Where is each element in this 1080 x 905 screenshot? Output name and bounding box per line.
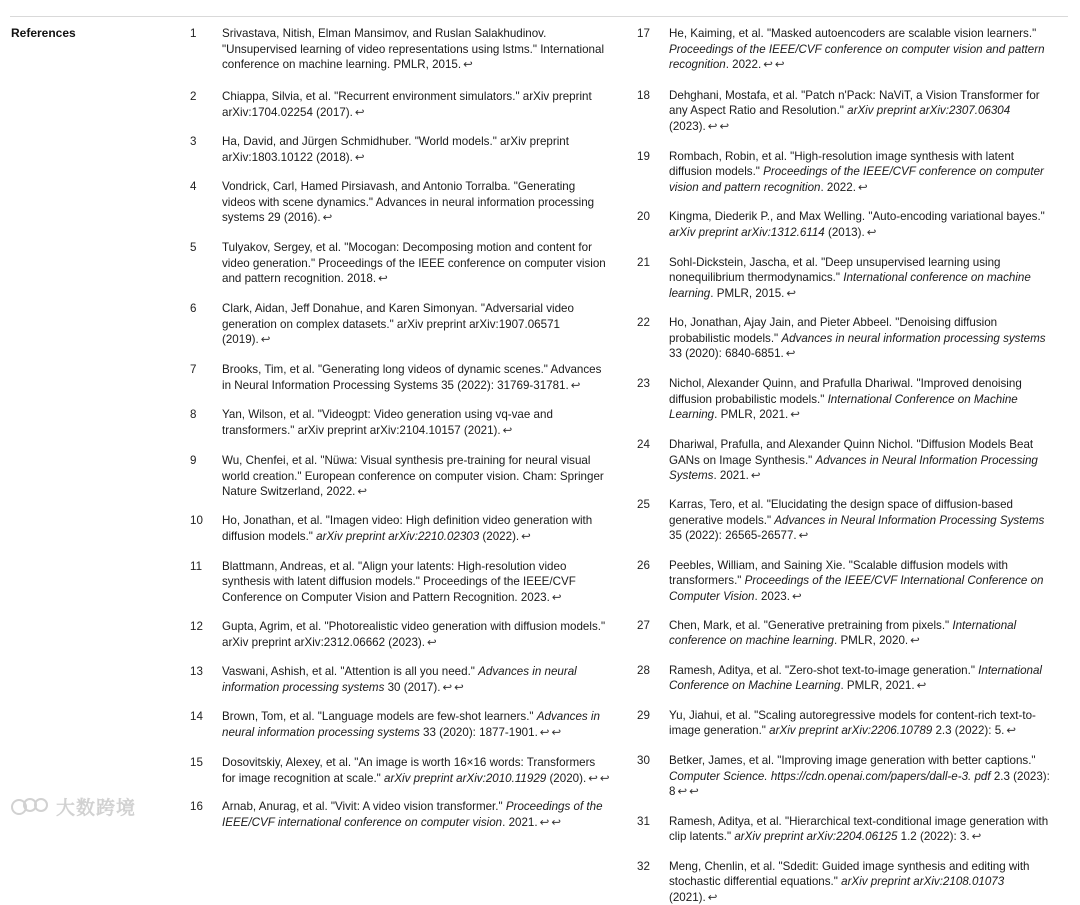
reference-text [222,362,610,393]
reference-venue: arXiv preprint arXiv:2010.11929 [384,771,547,785]
reference-number: 3 [190,135,197,149]
reference-venue: Advances in Neural Information Processing Systems [669,453,1038,483]
reference-segment: (2022). [479,529,520,543]
reference-segment: He, Kaiming, et al. "Masked autoencoders are scalable vision learners." [669,27,1037,40]
watermark [10,793,136,820]
reference-number: 10 [190,514,203,528]
reference-venue: Advances in neural information processing systems [222,710,600,739]
backlink-return-icon[interactable]: ↩ [354,105,365,119]
backlink-return-icon[interactable]: ↩ [539,725,550,739]
reference-venue: Advances in Neural Information Processing Systems [774,513,1045,527]
backlink-return-icon[interactable]: ↩ [570,378,581,392]
watermark-logo-icon [10,796,50,818]
backlink-return-icon[interactable]: ↩ [689,785,699,799]
reference-item [637,149,1055,196]
reference-segment: Srivastava, Nitish, Elman Mansimov, and Ruslan Salakhudinov. "Unsupervised learning of video representations using lstms." International conference on machine learning. PMLR, 2015. [222,27,605,71]
reference-segment: Arnab, Anurag, et al. "Vivit: A video vision transformer." [222,800,506,814]
reference-text [669,376,1055,423]
reference-item [190,407,610,438]
reference-item [190,134,610,165]
reference-item [190,559,610,606]
reference-item [637,315,1055,362]
reference-segment: 2.3 (2022): 5. [932,724,1005,738]
reference-number: 1 [190,27,197,40]
reference-segment: . 2023. [754,589,790,603]
reference-number: 6 [190,302,197,316]
backlink-return-icon[interactable]: ↩ [719,119,730,133]
reference-item [637,376,1055,423]
reference-segment: (2021). [669,890,706,904]
backlink-return-icon[interactable]: ↩ [1006,724,1017,738]
backlink-return-icon[interactable]: ↩ [378,272,388,286]
reference-number: 31 [637,814,650,828]
reference-segment: . 2021. [713,469,749,483]
backlink-return-icon[interactable]: ↩ [463,58,473,71]
reference-segment: 33 (2020): 6840-6851. [669,347,784,361]
reference-item [637,88,1055,135]
reference-number: 30 [637,754,650,768]
reference-segment: 30 (2017). [384,680,441,694]
backlink-return-icon[interactable]: ↩ [707,890,718,904]
reference-number: 28 [637,663,650,677]
backlink-return-icon[interactable]: ↩ [260,333,271,347]
reference-item [190,362,610,393]
reference-segment: Blattmann, Andreas, et al. "Align your latents: High-resolution video synthesis with latent diffusion models." Proceedings of the IEEE/CVF Conference on Computer Vision and Pattern Recognition. 2023. [222,559,576,604]
reference-venue: Advances in neural information processing systems [781,331,1046,345]
backlink-return-icon[interactable]: ↩ [866,225,877,239]
reference-item [637,26,1055,73]
reference-number: 23 [637,377,650,391]
reference-segment: Vaswani, Ashish, et al. "Attention is all you need." [222,665,479,679]
backlink-return-icon[interactable]: ↩ [774,58,785,71]
reference-item [190,301,610,348]
reference-text [222,301,610,348]
reference-item [637,497,1055,544]
reference-segment: 2.3 (2023): 8 [669,769,1050,799]
references-column-right [637,26,1055,905]
reference-number: 25 [637,498,650,512]
backlink-return-icon[interactable]: ↩ [551,815,562,829]
reference-number: 26 [637,558,650,572]
reference-item [190,755,610,786]
reference-text [222,755,610,786]
reference-number: 19 [637,149,650,163]
reference-venue: arXiv preprint arXiv:2108.01073 [841,875,1005,889]
watermark-text: 大数跨境 [56,798,137,819]
reference-item [637,558,1055,605]
reference-venue: International Conference on Machine Learning [669,392,1018,422]
reference-venue: Proceedings of the IEEE/CVF conference on computer vision and pattern recognition [669,42,1045,71]
reference-number: 14 [190,710,203,724]
backlink-return-icon[interactable]: ↩ [910,634,920,648]
reference-text [222,513,610,544]
reference-number: 24 [637,438,650,452]
reference-number: 15 [190,756,203,770]
reference-segment: (2023). [669,119,706,133]
reference-text [222,453,610,500]
reference-text [222,709,610,740]
reference-segment: Clark, Aidan, Jeff Donahue, and Karen Simonyan. "Adversarial video generation on complex datasets." arXiv preprint arXiv:1907.06571 (2019). [222,302,574,347]
reference-text [669,149,1055,196]
reference-segment: Yan, Wilson, et al. "Videogpt: Video generation using vq-vae and transformers." arXiv preprint arXiv:2104.10157 (2021). [222,408,553,437]
backlink-return-icon[interactable]: ↩ [786,286,797,300]
backlink-return-icon[interactable]: ↩ [454,680,464,694]
reference-item [637,814,1055,845]
reference-text [222,89,610,120]
reference-text [222,559,610,606]
reference-segment: Sohl-Dickstein, Jascha, et al. "Deep unsupervised learning using nonequilibrium thermodynamics." [669,255,1001,285]
reference-item [637,663,1055,694]
reference-text [669,618,1055,649]
reference-item [190,89,610,120]
reference-segment: 1.2 (2022): 3. [897,830,970,844]
reference-segment: Betker, James, et al. "Improving image generation with better captions." [669,754,1036,768]
reference-text [222,799,610,830]
reference-text [222,134,610,165]
reference-number: 4 [190,180,197,194]
reference-venue: International Conference on Machine Learning [669,663,1042,693]
reference-segment: . 2021. [502,815,538,829]
backlink-return-icon[interactable]: ↩ [707,119,718,133]
reference-text [222,407,610,438]
reference-venue: Computer Science. https://cdn.openai.com/papers/dall-e-3. pdf [669,769,991,783]
reference-segment: Gupta, Agrim, et al. "Photorealistic video generation with diffusion models." arXiv preprint arXiv:2312.06662 (2023). [222,620,606,649]
reference-venue: arXiv preprint arXiv:2206.10789 [769,724,933,738]
reference-segment: Wu, Chenfei, et al. "Nüwa: Visual synthesis pre-training for neural visual world creation." European conference on computer vision. Cham: Springer Nature Switzerland, 2022. [222,454,604,499]
reference-text [669,437,1055,484]
backlink-return-icon[interactable]: ↩ [677,785,688,799]
reference-segment: Chiappa, Silvia, et al. "Recurrent environment simulators." arXiv preprint arXiv:1704.02254 (2017). [222,90,592,119]
reference-number: 20 [637,210,650,224]
backlink-return-icon[interactable]: ↩ [539,815,550,829]
backlink-return-icon[interactable]: ↩ [322,211,333,225]
reference-number: 32 [637,859,650,873]
backlink-return-icon[interactable]: ↩ [798,529,809,543]
reference-venue: arXiv preprint arXiv:2204.06125 [734,830,898,844]
reference-number: 12 [190,620,203,634]
reference-item [190,179,610,226]
reference-text [222,179,610,226]
reference-number: 21 [637,255,650,269]
reference-segment: Rombach, Robin, et al. "High-resolution image synthesis with latent diffusion models." [669,149,1015,179]
backlink-return-icon[interactable]: ↩ [357,485,368,499]
reference-text [669,255,1055,302]
backlink-return-icon[interactable]: ↩ [599,771,610,785]
backlink-return-icon[interactable]: ↩ [971,830,982,844]
reference-segment: (2020). [546,771,587,785]
reference-venue: Proceedings of the IEEE/CVF international conference on computer vision [222,800,603,829]
backlink-return-icon[interactable]: ↩ [427,635,437,649]
reference-item [637,437,1055,484]
reference-segment: Dhariwal, Prafulla, and Alexander Quinn Nichol. "Diffusion Models Beat GANs on Image Synthesis." [669,438,1034,467]
backlink-return-icon[interactable]: ↩ [857,180,868,194]
reference-segment: . PMLR, 2020. [834,634,909,648]
reference-number: 13 [190,665,203,679]
reference-segment: Chen, Mark, et al. "Generative pretraining from pixels." [669,618,953,632]
reference-item [190,453,610,500]
reference-text [669,708,1055,739]
reference-segment: Ho, Jonathan, Ajay Jain, and Pieter Abbeel. "Denoising diffusion probabilistic models." [669,316,998,345]
reference-venue: Proceedings of the IEEE/CVF conference on computer vision and pattern recognition [669,165,1044,194]
reference-item [637,209,1055,240]
backlink-return-icon[interactable]: ↩ [551,590,562,604]
backlink-return-icon[interactable]: ↩ [916,679,927,693]
reference-venue: International conference on machine learning [669,271,1031,300]
reference-segment: . PMLR, 2021. [714,408,789,422]
reference-segment: Dosovitskiy, Alexey, et al. "An image is worth 16×16 words: Transformers for image recognition at scale." [222,756,596,785]
reference-segment: Dehghani, Mostafa, et al. "Patch n'Pack: NaViT, a Vision Transformer for any Aspect Ratio and Resolution." [669,88,1040,118]
reference-number: 8 [190,408,197,422]
reference-segment: . PMLR, 2021. [840,679,915,693]
reference-text [669,26,1055,73]
top-divider [10,16,1068,17]
reference-segment: 33 (2020): 1877-1901. [419,725,538,739]
reference-item [190,26,610,73]
reference-text [669,753,1055,800]
reference-segment: . 2022. [725,58,762,71]
reference-segment: Peebles, William, and Saining Xie. "Scalable diffusion models with transformers." [669,558,1009,588]
reference-item [637,618,1055,649]
reference-number: 22 [637,316,650,330]
reference-segment: Brown, Tom, et al. "Language models are few-shot learners." [222,710,537,724]
reference-item [637,708,1055,739]
reference-number: 18 [637,88,650,102]
reference-segment: Tulyakov, Sergey, et al. "Mocogan: Decomposing motion and content for video generation." Proceedings of the IEEE conference on computer vision and pattern recognition. 2018. [222,241,606,286]
backlink-return-icon[interactable]: ↩ [354,150,365,164]
reference-text [669,859,1055,905]
reference-segment: . PMLR, 2015. [710,286,785,300]
reference-segment: 35 (2022): 26565-26577. [669,529,797,543]
reference-text [669,88,1055,135]
reference-segment: Kingma, Diederik P., and Max Welling. "Auto-encoding variational bayes." [669,210,1045,224]
reference-item [190,513,610,544]
reference-text [669,497,1055,544]
reference-text [669,663,1055,694]
reference-segment: Meng, Chenlin, et al. "Sdedit: Guided image synthesis and editing with stochastic differential equations." [669,859,1030,889]
reference-segment: Ramesh, Aditya, et al. "Zero-shot text-to-image generation." [669,663,979,677]
reference-number: 16 [190,800,203,814]
reference-number: 2 [190,90,197,104]
reference-text [669,315,1055,362]
backlink-return-icon[interactable]: ↩ [750,469,761,483]
backlink-return-icon[interactable]: ↩ [502,423,513,437]
backlink-return-icon[interactable]: ↩ [790,408,800,422]
reference-segment: Ho, Jonathan, et al. "Imagen video: High definition video generation with diffusion models." [222,514,593,543]
reference-segment: (2013). [824,225,865,239]
reference-text [222,619,610,650]
reference-item [190,664,610,695]
reference-text [669,209,1055,240]
reference-segment: Brooks, Tim, et al. "Generating long videos of dynamic scenes." Advances in Neural Information Processing Systems 35 (2022): 31769-31781. [222,363,602,392]
reference-venue: International conference on machine learning [669,618,1017,648]
section-title: References [11,26,76,40]
reference-text [222,240,610,287]
backlink-return-icon[interactable]: ↩ [521,529,531,543]
reference-segment: Karras, Tero, et al. "Elucidating the design space of diffusion-based generative models." [669,498,1013,527]
reference-number: 29 [637,708,650,722]
reference-segment: Ha, David, and Jürgen Schmidhuber. "World models." arXiv preprint arXiv:1803.10122 (2018). [222,135,569,164]
backlink-return-icon[interactable]: ↩ [551,725,562,739]
reference-item [637,859,1055,905]
reference-item [637,255,1055,302]
references-column-left [190,26,610,830]
reference-venue: arXiv preprint arXiv:2210.02303 [316,529,480,543]
reference-number: 5 [190,241,197,255]
reference-item [190,709,610,740]
reference-segment: Nichol, Alexander Quinn, and Prafulla Dhariwal. "Improved denoising diffusion probabilistic models." [669,377,1022,406]
backlink-return-icon[interactable]: ↩ [785,347,796,361]
reference-number: 27 [637,618,650,632]
backlink-return-icon[interactable]: ↩ [763,58,773,71]
reference-venue: arXiv preprint arXiv:2307.06304 [847,104,1011,118]
reference-venue: Proceedings of the IEEE/CVF International Conference on Computer Vision [669,574,1044,603]
reference-segment: Ramesh, Aditya, et al. "Hierarchical text-conditional image generation with clip latents." [669,814,1049,844]
reference-venue: arXiv preprint arXiv:1312.6114 [669,225,825,239]
reference-number: 7 [190,363,197,377]
reference-item [190,619,610,650]
reference-segment: . 2022. [820,180,856,194]
reference-segment: Yu, Jiahui, et al. "Scaling autoregressive models for content-rich text-to-image generation." [669,708,1036,738]
reference-venue: Advances in neural information processing systems [222,665,577,694]
reference-text [222,664,610,695]
reference-number: 9 [190,454,197,468]
reference-segment: Vondrick, Carl, Hamed Pirsiavash, and Antonio Torralba. "Generating videos with scene dynamics." Advances in neural information processing systems 29 (2016). [222,180,595,225]
reference-item [190,240,610,287]
reference-number: 11 [190,559,203,573]
reference-text [222,26,610,73]
backlink-return-icon[interactable]: ↩ [588,771,598,785]
backlink-return-icon[interactable]: ↩ [442,680,453,694]
reference-number: 17 [637,27,650,40]
reference-item [190,799,610,830]
reference-item [637,753,1055,800]
reference-text [669,558,1055,605]
backlink-return-icon[interactable]: ↩ [791,589,802,603]
reference-text [669,814,1055,845]
